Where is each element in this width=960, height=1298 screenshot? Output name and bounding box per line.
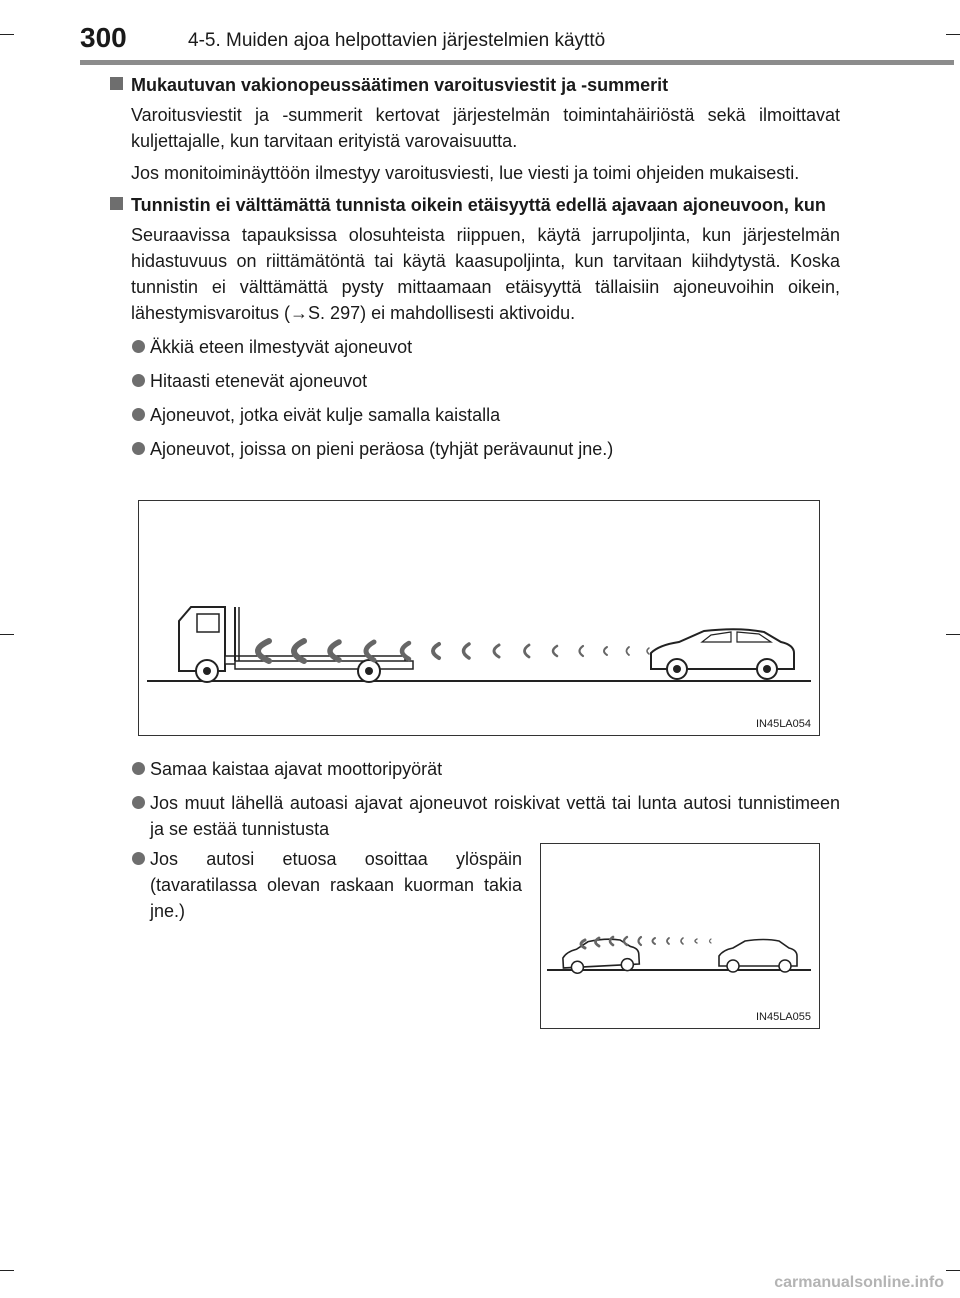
list-item-text: Jos muut lähellä autoasi ajavat ajoneuvot roiskivat vettä tai lunta autosi tunnistimeen ja se estää tunnistusta: [150, 793, 840, 839]
round-bullet-icon: [132, 762, 145, 775]
section-heading-text: Mukautuvan vakionopeussäätimen varoitusviestit ja -summerit: [131, 75, 669, 95]
paragraph: Varoitusviestit ja -summerit kertovat järjestelmän toimintahäiriöstä sekä ilmoittavat kuljettajalle, kun tarvitaan erityistä varovaisuutta.: [131, 105, 840, 151]
list-item: [110, 368, 840, 394]
list-item: [110, 402, 840, 428]
round-bullet-icon: [132, 340, 145, 353]
list-item-text: Ajoneuvot, joissa on pieni peräosa (tyhjät perävaunut jne.): [150, 439, 614, 459]
paragraph: Jos monitoiminäyttöön ilmestyy varoitusviesti, lue viesti ja toimi ohjeiden mukaisesti.: [131, 163, 800, 183]
page-content: [110, 72, 840, 470]
round-bullet-icon: [132, 374, 145, 387]
square-bullet-icon: [110, 197, 123, 210]
round-bullet-icon: [132, 852, 145, 865]
crop-mark: [946, 34, 960, 35]
list-item-text: Äkkiä eteen ilmestyvät ajoneuvot: [150, 337, 413, 357]
round-bullet-icon: [132, 796, 145, 809]
crop-mark: [946, 634, 960, 635]
list-item: [110, 790, 840, 842]
paragraph: Seuraavissa tapauksissa olosuhteista riippuen, käytä jarrupoljinta, kun järjestelmän hidastuvuus on riittämätöntä tai käytä kaasupoljinta, kun tarvitaan kiihdytystä. Koska tunnistin ei välttämättä pysty mittaamaan etäisyyttä tällaisiin ajoneuvoihin oikein, lähestymisvaroitus (→S. 297) ei mahdollisesti aktivoidu.: [131, 225, 840, 323]
watermark: carmanualsonline.info: [774, 1274, 944, 1291]
figure-truck-trailer-car: [138, 500, 820, 736]
crop-mark: [0, 1270, 14, 1271]
section-heading-text: Tunnistin ei välttämättä tunnista oikein etäisyyttä edellä ajavaan ajoneuvoon, kun: [131, 195, 826, 215]
list-item-text: Hitaasti etenevät ajoneuvot: [150, 371, 368, 391]
list-item-text: Jos autosi etuosa osoittaa ylöspäin (tavaratilassa olevan raskaan kuorman takia jne.): [150, 849, 522, 921]
list-item: [110, 846, 522, 924]
list-item: [110, 334, 840, 360]
figure-label: IN45LA055: [755, 1011, 811, 1023]
round-bullet-icon: [132, 442, 145, 455]
list-item-text: Ajoneuvot, jotka eivät kulje samalla kaistalla: [150, 405, 501, 425]
crop-mark: [0, 634, 14, 635]
crop-mark: [946, 1270, 960, 1271]
list-item: [110, 756, 840, 782]
figure-cars-nose-up: [540, 843, 820, 1029]
crop-mark: [0, 34, 14, 35]
square-bullet-icon: [110, 77, 123, 90]
round-bullet-icon: [132, 408, 145, 421]
section-heading: [110, 192, 840, 218]
page-number: 300: [80, 22, 127, 53]
list-item-text: Samaa kaistaa ajavat moottoripyörät: [150, 759, 443, 779]
section-heading: [110, 72, 840, 98]
page-content-continued: [110, 748, 840, 850]
list-item: [110, 436, 840, 462]
header-rule: [80, 60, 954, 65]
two-cars-illustration: [541, 844, 819, 1028]
page-content-side: [110, 838, 522, 932]
chapter-title: 4-5. Muiden ajoa helpottavien järjestelmien käyttö: [188, 30, 606, 51]
truck-and-car-illustration: [139, 501, 819, 735]
figure-label: IN45LA054: [755, 718, 811, 730]
